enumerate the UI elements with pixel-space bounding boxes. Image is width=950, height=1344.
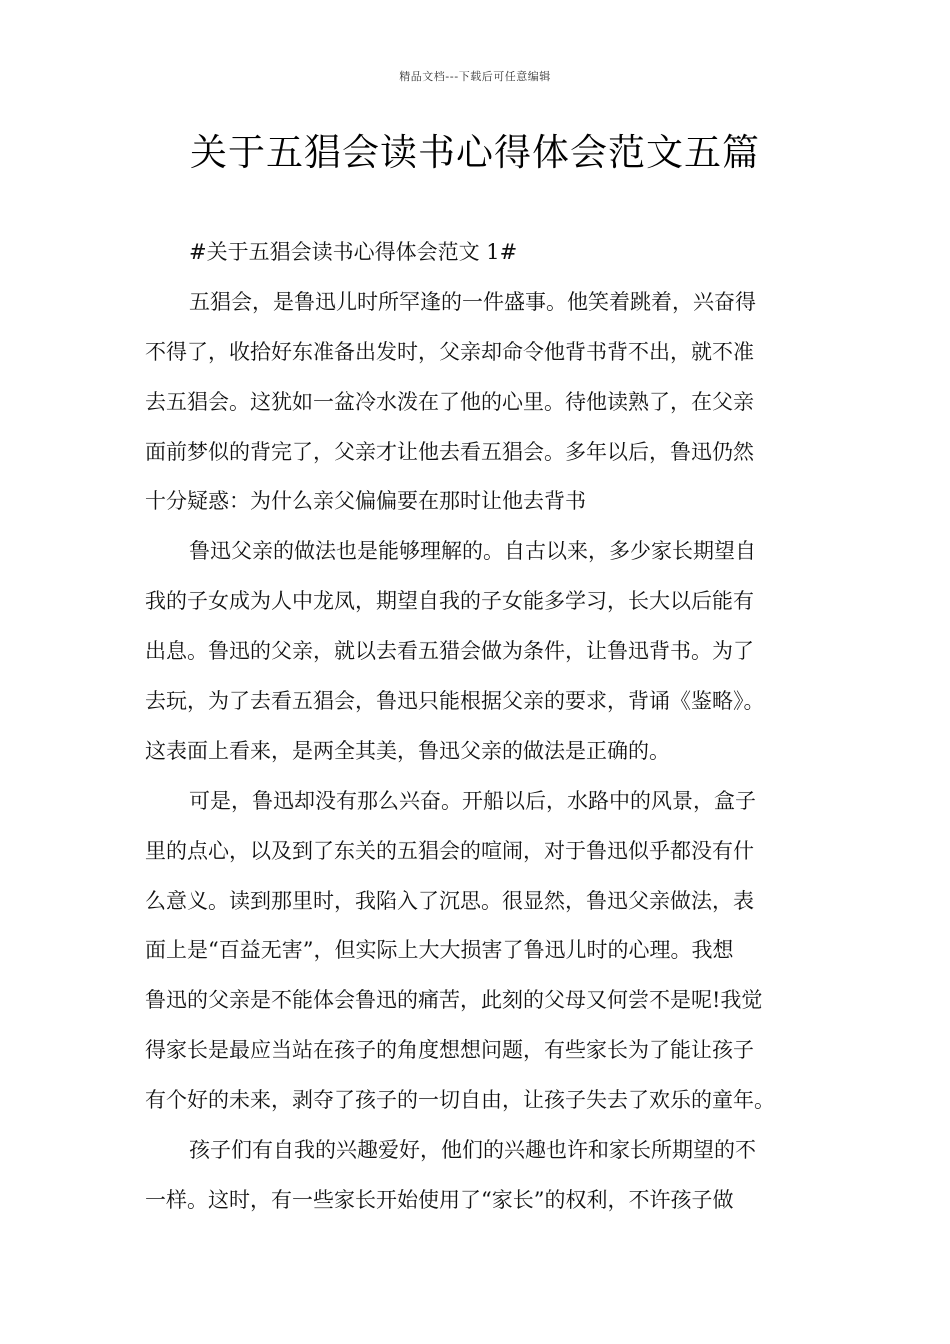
paragraph-3-line-7: 有个好的未来，剥夺了孩子的一切自由，让孩子失去了欢乐的童年。: [145, 1088, 775, 1113]
paragraph-2-line-3: 出息。鲁迅的父亲，就以去看五猎会做为条件，让鲁迅背书。为了: [145, 639, 754, 664]
document-title: 关于五猖会读书心得体会范文五篇: [190, 131, 760, 174]
paragraph-3-line-4: 面上是“百益无害”，但实际上大大损害了鲁迅儿时的心理。我想: [145, 938, 734, 963]
paragraph-1-line-2: 不得了，收拾好东准备出发时，父亲却命令他背书背不出，就不准: [145, 339, 754, 364]
paragraph-3-line-2: 里的点心，以及到了东关的五猖会的喧闹，对于鲁迅似乎都没有什: [145, 838, 754, 863]
paragraph-2-line-5: 这表面上看来，是两全其美，鲁迅父亲的做法是正确的。: [145, 738, 670, 763]
paragraph-1-line-1: 五猖会，是鲁迅儿时所罕逢的一件盛事。他笑着跳着，兴奋得: [189, 289, 756, 314]
paragraph-2-line-4: 去玩，为了去看五猖会，鲁迅只能根据父亲的要求，背诵《鉴略》。: [145, 689, 765, 714]
paragraph-3-line-1: 可是，鲁迅却没有那么兴奋。开船以后，水路中的风景，盒子: [189, 788, 756, 813]
paragraph-4-line-1: 孩子们有自我的兴趣爱好，他们的兴趣也许和家长所期望的不: [189, 1138, 756, 1163]
paragraph-1-line-4: 面前梦似的背完了，父亲才让他去看五猖会。多年以后，鲁迅仍然: [145, 439, 754, 464]
paragraph-2-line-2: 我的子女成为人中龙凤，期望自我的子女能多学习，长大以后能有: [145, 589, 754, 614]
paragraph-1-line-5: 十分疑惑：为什么亲父偏偏要在那时让他去背书: [145, 489, 586, 514]
paragraph-4-line-2: 一样。这时，有一些家长开始使用了“家长”的权利，不许孩子做: [145, 1187, 734, 1212]
paragraph-1-line-3: 去五猖会。这犹如一盆冷水泼在了他的心里。待他读熟了，在父亲: [145, 389, 754, 414]
document-body: [145, 228, 807, 1226]
section-subheading: #关于五猖会读书心得体会范文 1#: [189, 240, 518, 264]
paragraph-3-line-5: 鲁迅的父亲是不能体会鲁迅的痛苦，此刻的父母又何尝不是呢!我觉: [145, 988, 763, 1013]
paragraph-2-line-1: 鲁迅父亲的做法也是能够理解的。自古以来，多少家长期望自: [189, 539, 756, 564]
header-note: 精品文档---下载后可任意编辑: [399, 70, 551, 83]
paragraph-3-line-6: 得家长是最应当站在孩子的角度想想问题，有些家长为了能让孩子: [145, 1038, 754, 1063]
paragraph-3-line-3: 么意义。读到那里时，我陷入了沉思。很显然，鲁迅父亲做法，表: [145, 888, 754, 913]
